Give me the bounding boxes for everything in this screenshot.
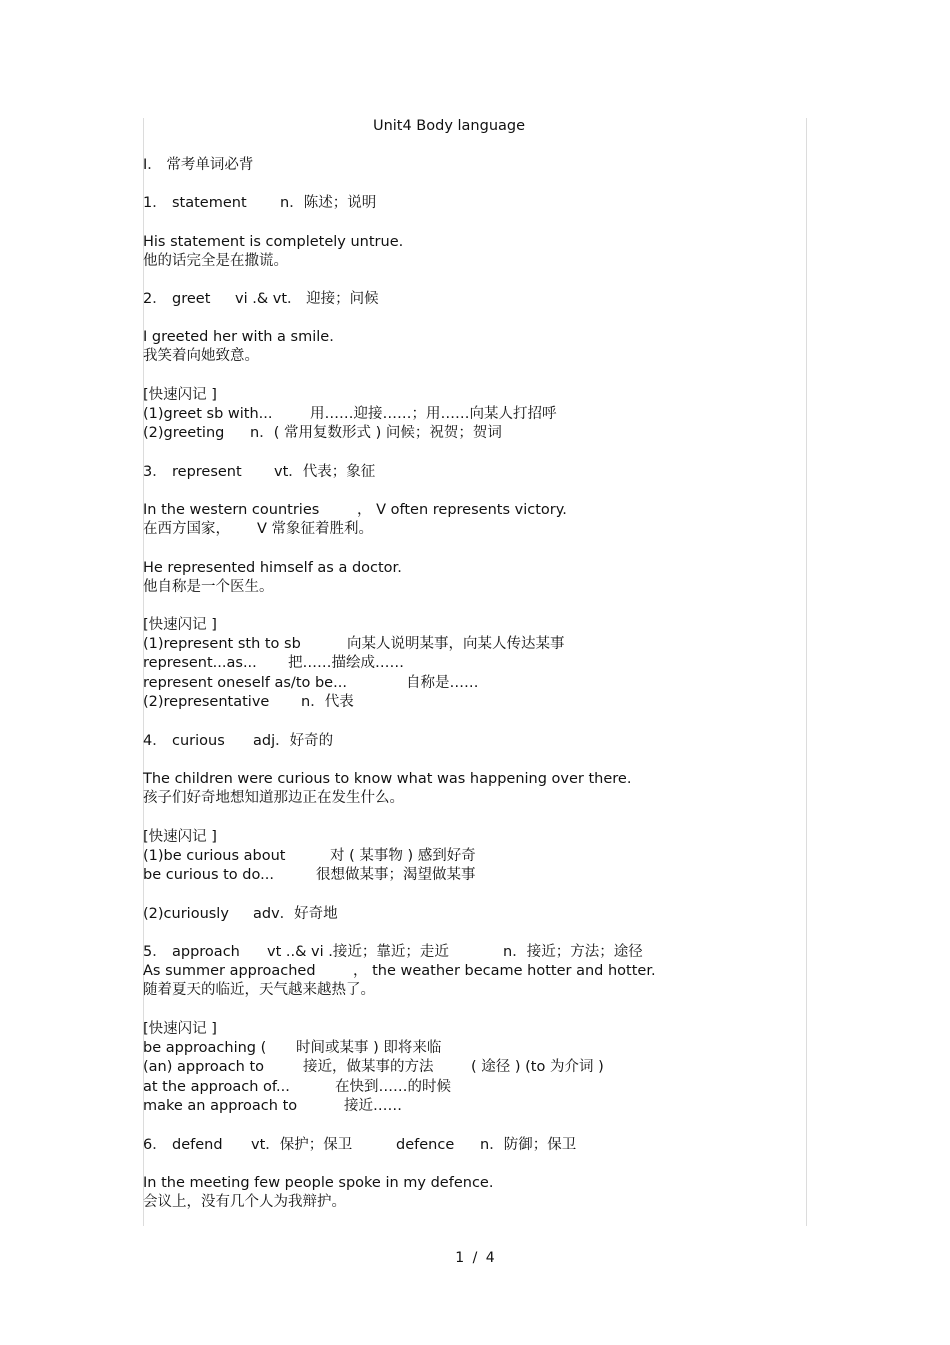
entry-word: statement [172,195,247,211]
example-en-part: In the western countries [143,502,320,518]
example-zh: 我笑着向她致意。 [143,348,259,364]
example-en-part: ， V often represents victory. [357,502,567,518]
example-zh: 他自称是一个医生。 [143,579,274,595]
phrase-en: at the approach of... [143,1079,290,1095]
phrase-en: (2)representative [143,694,270,710]
phrase-en: (1)be curious about [143,848,286,864]
page-indicator: 1 / 4 [455,1250,495,1266]
phrase-zh: n．代表 [301,694,354,710]
example-zh: 会议上，没有几个人为我辩护。 [143,1194,346,1210]
entry-number: 2． [143,291,167,307]
document-title: Unit4 Body language [372,118,526,134]
example-en: I greeted her with a smile. [143,329,334,345]
entry-word: curious [172,733,225,749]
phrase-zh: 时间或某事 ) 即将来临 [296,1040,442,1056]
entry-word: defend [172,1137,223,1153]
example-zh: 孩子们好奇地想知道那边正在发生什么。 [143,790,404,806]
phrase-zh: n．( 常用复数形式 ) 问候；祝贺；贺词 [250,425,502,441]
phrase-en: be curious to do... [143,867,274,883]
example-en: The children were curious to know what was happening over there. [143,771,632,787]
example-zh-part: V 常象征着胜利。 [257,521,374,537]
phrase-en: (2)greeting [143,425,225,441]
phrase-en: be approaching ( [143,1040,267,1056]
example-zh: 他的话完全是在撒谎。 [143,253,288,269]
example-en-part: ， the weather became hotter and hotter. [353,963,656,979]
phrase-en: (1)represent sth to sb [143,636,301,652]
phrase-note: ( 途径 ) (to 为介词 ) [471,1059,604,1075]
phrase-zh: 用……迎接……；用……向某人打招呼 [310,406,557,422]
example-en: He represented himself as a doctor. [143,560,402,576]
entry-word: represent [172,464,242,480]
entry-number: 5． [143,944,167,960]
quick-memo-heading: [快速闪记 ] [143,617,217,633]
phrase-zh: 接近，做某事的方法 [303,1059,434,1075]
phrase-zh: 把……描绘成…… [288,655,404,671]
quick-memo-heading: [快速闪记 ] [143,1021,217,1037]
entry-definition-secondary: n．防御；保卫 [480,1137,577,1153]
entry-definition: n．陈述；说明 [280,195,377,211]
quick-memo-heading: [快速闪记 ] [143,387,217,403]
entry-number: 3． [143,464,167,480]
entry-definition: vt．代表；象征 [274,464,376,480]
phrase-zh: adv．好奇地 [253,906,338,922]
phrase-zh: 在快到……的时候 [335,1079,451,1095]
entry-definition: adj．好奇的 [253,733,334,749]
example-zh: 随着夏天的临近，天气越来越热了。 [143,982,375,998]
example-en: In the meeting few people spoke in my defence. [143,1175,494,1191]
phrase-en: (2)curiously [143,906,229,922]
section-heading: Ⅰ． 常考单词必背 [143,157,254,173]
phrase-zh: 对 ( 某事物 ) 感到好奇 [330,848,476,864]
entry-word-secondary: defence [396,1137,455,1153]
phrase-en: represent oneself as/to be... [143,675,347,691]
example-en: His statement is completely untrue. [143,234,404,250]
entry-number: 1． [143,195,167,211]
phrase-en: (an) approach to [143,1059,265,1075]
right-margin-line [806,118,807,1226]
phrase-en: (1)greet sb with... [143,406,273,422]
phrase-en: represent...as... [143,655,257,671]
phrase-zh: 很想做某事；渴望做某事 [316,867,476,883]
entry-word: approach [172,944,240,960]
entry-definition: vt．保护；保卫 [251,1137,353,1153]
phrase-zh: 向某人说明某事，向某人传达某事 [347,636,565,652]
phrase-en: make an approach to [143,1098,298,1114]
entry-number: 6． [143,1137,167,1153]
example-zh-part: 在西方国家， [143,521,230,537]
phrase-zh: 自称是…… [406,675,479,691]
entry-definition-noun: n．接近；方法；途径 [503,944,643,960]
entry-definition: vi .& vt． 迎接；问候 [235,291,379,307]
entry-number: 4． [143,733,167,749]
quick-memo-heading: [快速闪记 ] [143,829,217,845]
entry-definition: vt ..& vi .接近；靠近；走近 [267,944,449,960]
entry-word: greet [172,291,211,307]
example-en-part: As summer approached [143,963,316,979]
phrase-zh: 接近…… [344,1098,402,1114]
